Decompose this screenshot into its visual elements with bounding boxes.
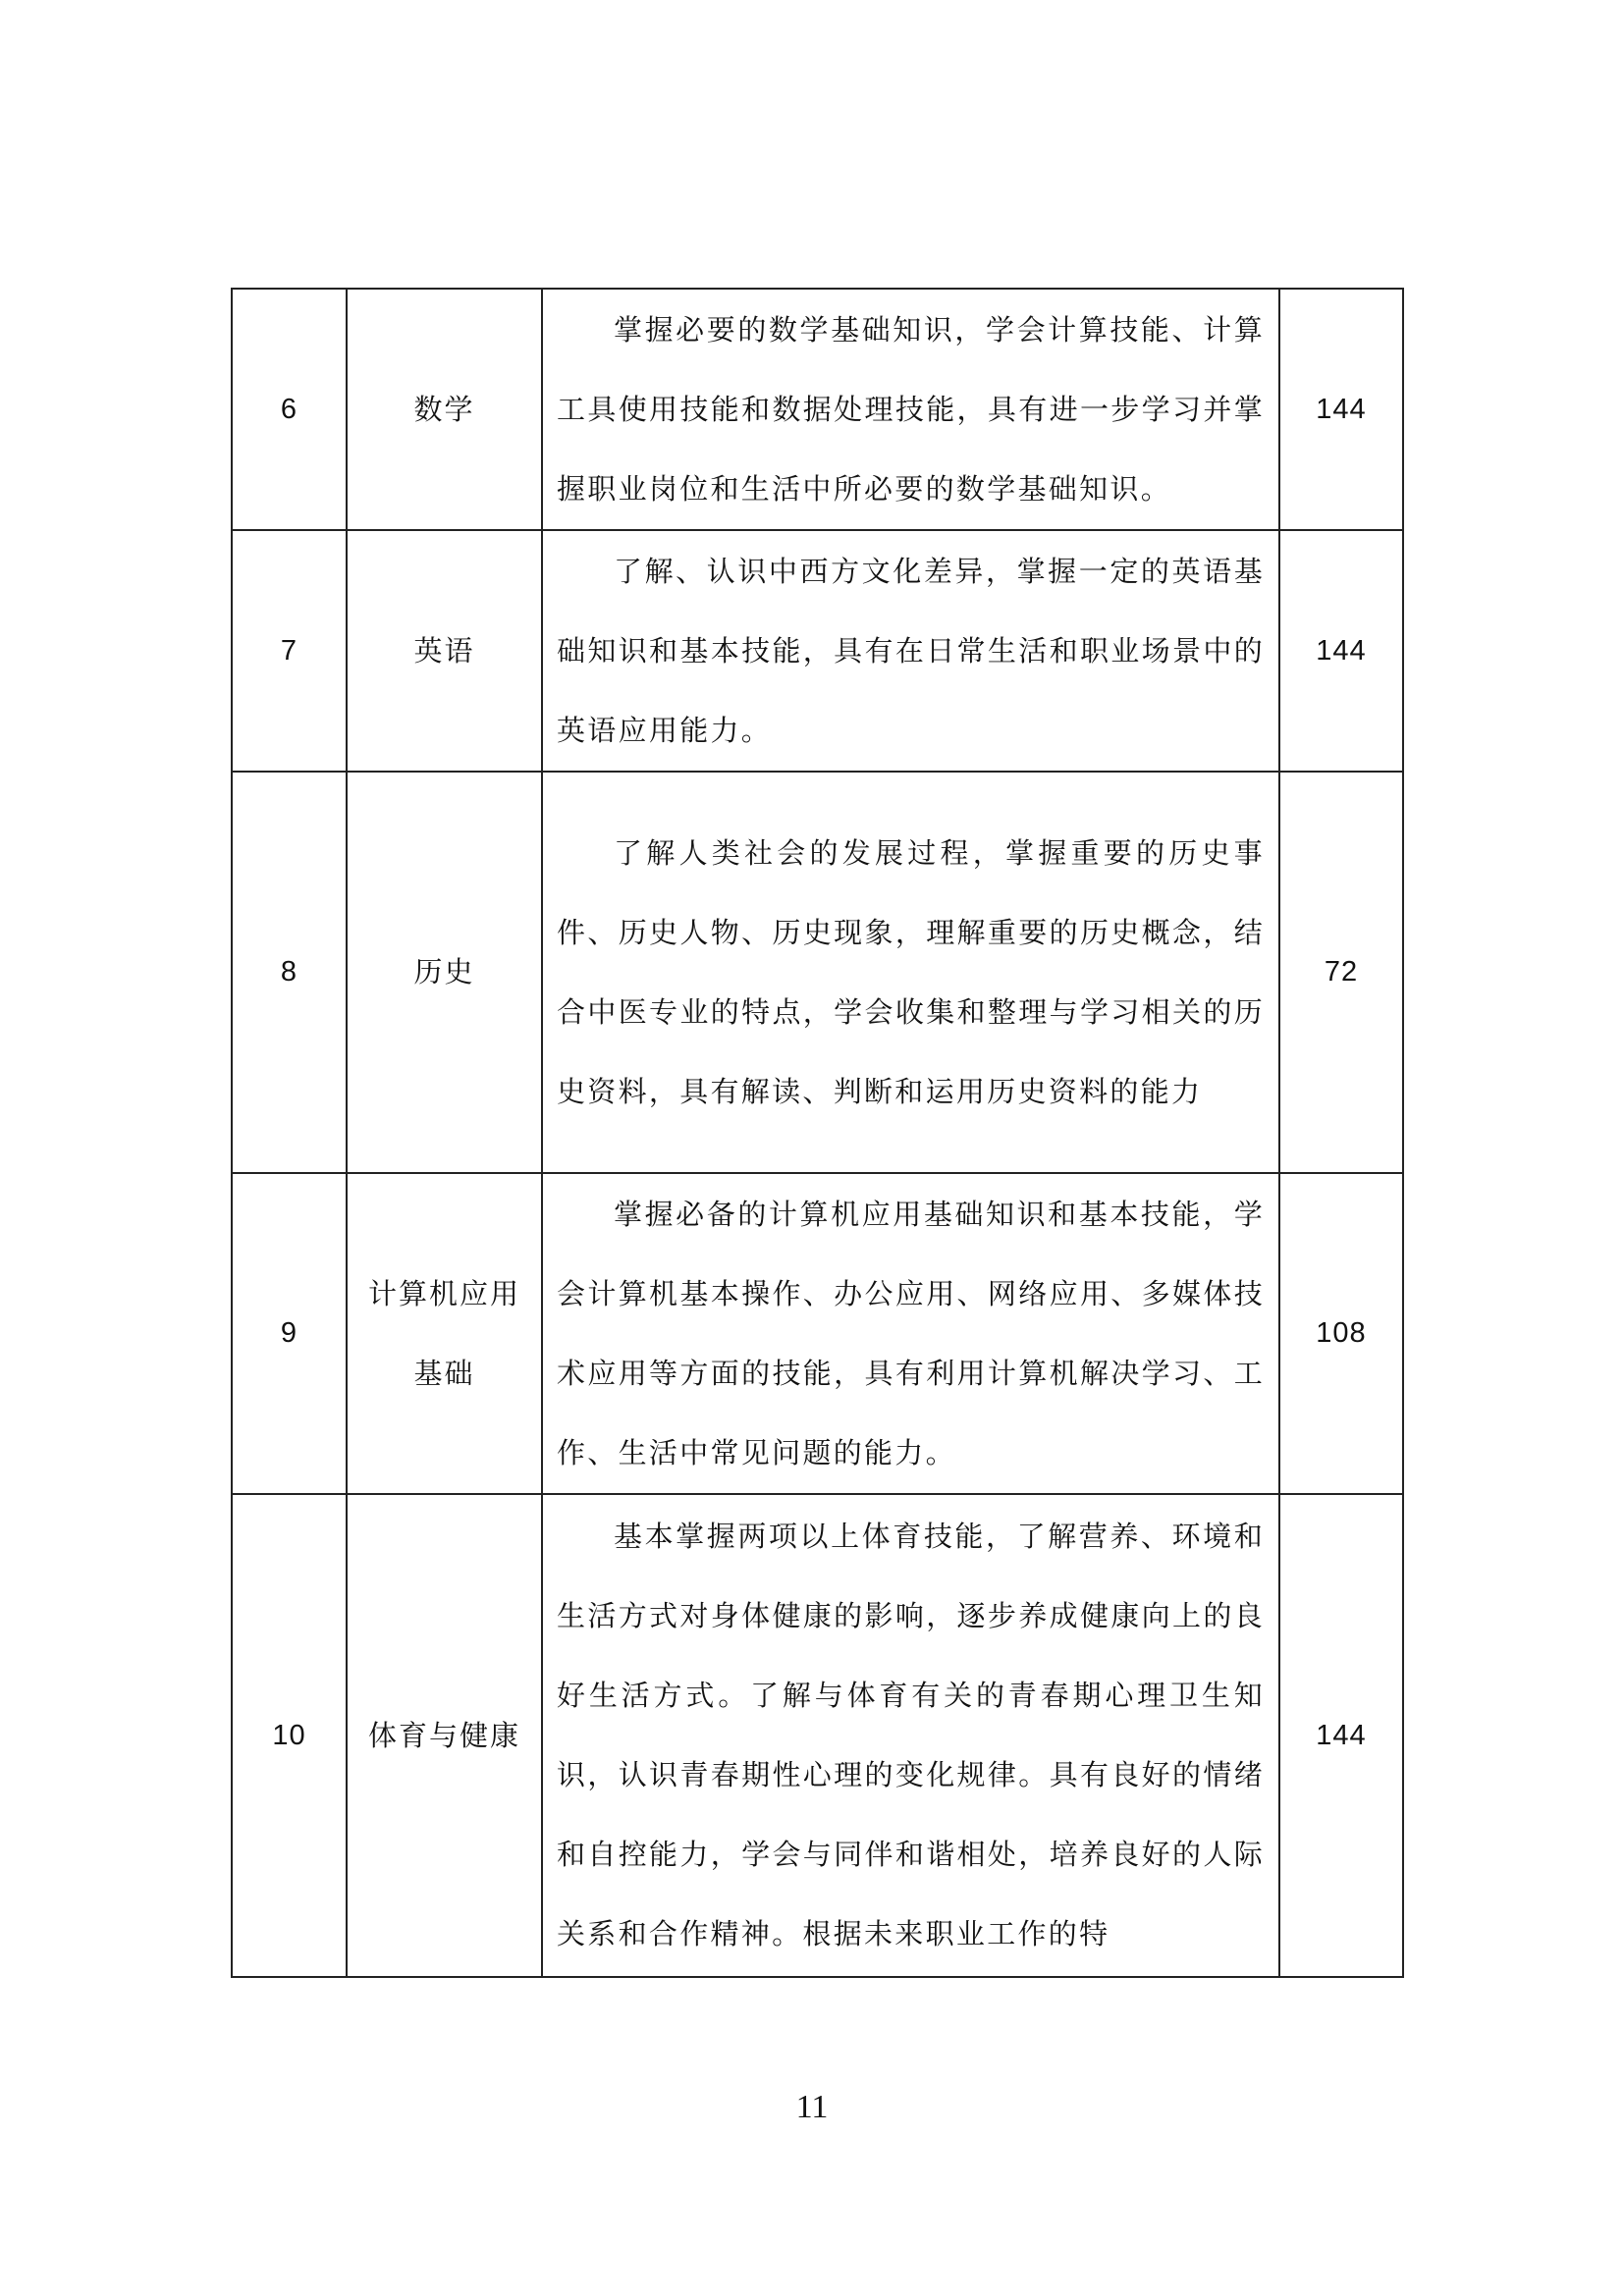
course-number: 10 [232,1494,347,1977]
table-row [232,1173,1403,1494]
table-row [232,289,1403,530]
table-row [232,772,1403,1173]
course-table [231,288,1404,1978]
course-name: 数学 [413,392,475,426]
course-hours: 144 [1279,1494,1403,1977]
course-hours: 144 [1279,530,1403,772]
course-description: 基本掌握两项以上体育技能，了解营养、环境和生活方式对身体健康的影响，逐步养成健康向上的良好生活方式。了解与体育有关的青春期心理卫生知识，认识青春期性心理的变化规律。具有良好的情绪和自控能力，学会与同伴和谐相处，培养良好的人际关系和合作精神。根据未来职业工作的特 [557,1520,1265,1950]
course-description: 掌握必备的计算机应用基础知识和基本技能，学会计算机基本操作、办公应用、网络应用、多媒体技术应用等方面的技能，具有利用计算机解决学习、工作、生活中常见问题的能力。 [557,1197,1265,1469]
course-name: 计算机应用基础 [367,1276,520,1390]
course-number: 9 [232,1173,347,1494]
table-row [232,530,1403,772]
course-name: 体育与健康 [367,1718,520,1752]
course-number: 6 [232,289,347,530]
page-number: 11 [795,2089,829,2125]
table-row [232,1494,1403,1977]
course-number: 7 [232,530,347,772]
course-name: 历史 [413,955,475,988]
course-description: 掌握必要的数学基础知识，学会计算技能、计算工具使用技能和数据处理技能，具有进一步学习并掌握职业岗位和生活中所必要的数学基础知识。 [557,312,1265,506]
course-hours: 144 [1279,289,1403,530]
course-description: 了解、认识中西方文化差异，掌握一定的英语基础知识和基本技能，具有在日常生活和职业场景中的英语应用能力。 [557,554,1265,747]
course-name: 英语 [413,633,475,667]
course-number: 8 [232,772,347,1173]
course-description: 了解人类社会的发展过程，掌握重要的历史事件、历史人物、历史现象，理解重要的历史概念，结合中医专业的特点，学会收集和整理与学习相关的历史资料，具有解读、判断和运用历史资料的能力 [557,835,1265,1108]
course-hours: 108 [1279,1173,1403,1494]
course-hours: 72 [1279,772,1403,1173]
